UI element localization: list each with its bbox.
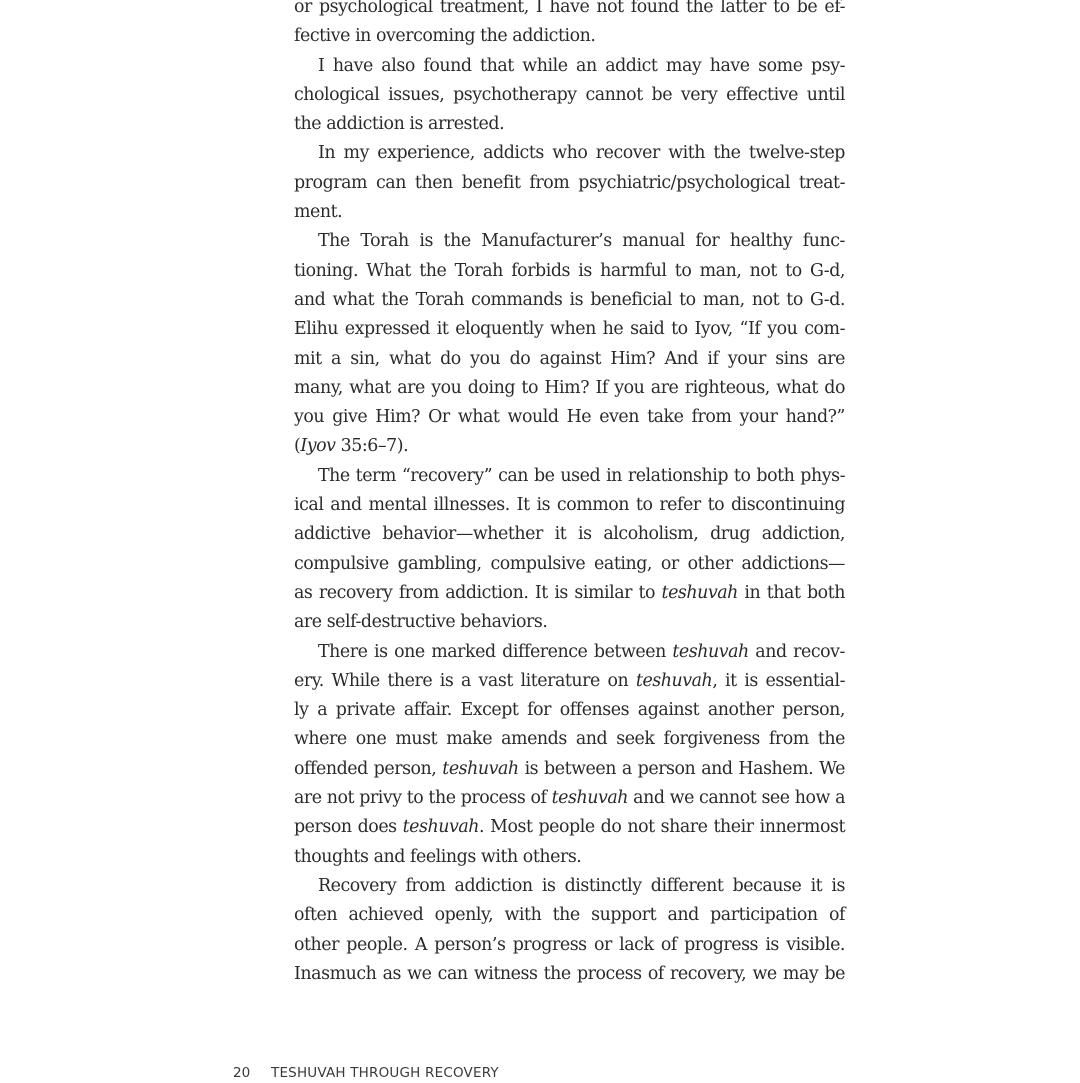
page-footer <box>233 1063 499 1083</box>
italic-term: teshuvah <box>442 758 519 779</box>
text-line: many, what are you doing to Him? If you are righteous, what do <box>294 377 845 398</box>
running-title: TESHUVAH THROUGH RECOVERY <box>271 1065 499 1081</box>
text-run: and we cannot see how a <box>628 788 845 809</box>
text-run: . Most people do not share their innermost <box>479 817 845 838</box>
text-line: often achieved openly, with the support and participation of <box>294 905 845 926</box>
text-line: program can then benefit from psychiatric/psychological treat- <box>294 172 845 193</box>
text-run: , it is essential- <box>712 670 845 691</box>
text-line: thoughts and feelings with others. <box>294 846 582 867</box>
text-run: There is one marked difference between <box>318 641 673 662</box>
text-line: or psychological treatment, I have not found the latter to be ef- <box>294 0 845 17</box>
text-run: in that both <box>737 582 845 603</box>
italic-term: teshuvah <box>672 641 749 662</box>
body-text <box>294 0 845 989</box>
italic-term: teshuvah <box>635 670 713 691</box>
text-line: fective in overcoming the addiction. <box>294 26 596 47</box>
text-run: and recov- <box>748 641 845 662</box>
italic-term: teshuvah <box>661 582 738 603</box>
text-line: ment. <box>294 202 343 223</box>
text-run: are not privy to the process of <box>294 788 552 809</box>
text-line: you give Him? Or what would He even take from your hand?” <box>294 407 845 428</box>
text-line: The term “recovery” can be used in relationship to both phys- <box>318 465 845 486</box>
text-line <box>294 813 845 842</box>
text-line: ical and mental illnesses. It is common to refer to discontinuing <box>294 495 845 516</box>
text-line: ly a private affair. Except for offenses against another person, <box>294 700 845 721</box>
text-line: tioning. What the Torah forbids is harmful to man, not to G-d, <box>294 260 845 281</box>
text-line <box>294 638 845 667</box>
italic-term: teshuvah <box>402 817 480 838</box>
text-line: where one must make amends and seek forgiveness from the <box>294 729 845 750</box>
text-run: ery. While there is a vast literature on <box>294 670 636 691</box>
text-run: is between a person and Hashem. We <box>518 758 845 779</box>
text-line: chological issues, psychotherapy cannot be very effective until <box>294 84 845 105</box>
text-line: are self-destructive behaviors. <box>294 612 548 633</box>
text-run: as recovery from addiction. It is similar to <box>294 582 662 603</box>
text-line: mit a sin, what do you do against Him? And if your sins are <box>294 348 845 369</box>
text-line: other people. A person’s progress or lack of progress is visible. <box>294 934 845 955</box>
text-run: ( <box>294 436 301 457</box>
text-line <box>294 755 845 784</box>
text-line: addictive behavior—whether it is alcoholism, drug addiction, <box>294 524 845 545</box>
text-line: compulsive gambling, compulsive eating, or other addictions— <box>294 553 845 574</box>
italic-term: teshuvah <box>551 788 629 809</box>
text-line: I have also found that while an addict may have some psy- <box>318 55 845 76</box>
text-line <box>294 784 845 813</box>
text-line: Elihu expressed it eloquently when he said to Iyov, “If you com- <box>294 319 845 340</box>
text-line <box>294 667 845 696</box>
text-line: In my experience, addicts who recover with the twelve-step <box>318 143 845 164</box>
text-run: 35:6–7). <box>335 436 409 457</box>
italic-term: Iyov <box>300 436 336 457</box>
text-line: Recovery from addiction is distinctly different because it is <box>318 875 845 896</box>
page-number: 20 <box>233 1065 251 1081</box>
text-line: and what the Torah commands is beneficial to man, not to G-d. <box>294 289 845 310</box>
text-run: person does <box>294 817 403 838</box>
text-line <box>294 579 845 608</box>
text-line: The Torah is the Manufacturer’s manual for healthy func- <box>318 231 845 252</box>
text-line <box>294 432 845 461</box>
text-line: Inasmuch as we can witness the process of recovery, we may be <box>294 963 845 984</box>
text-line: the addiction is arrested. <box>294 114 505 135</box>
text-run: offended person, <box>294 758 443 779</box>
